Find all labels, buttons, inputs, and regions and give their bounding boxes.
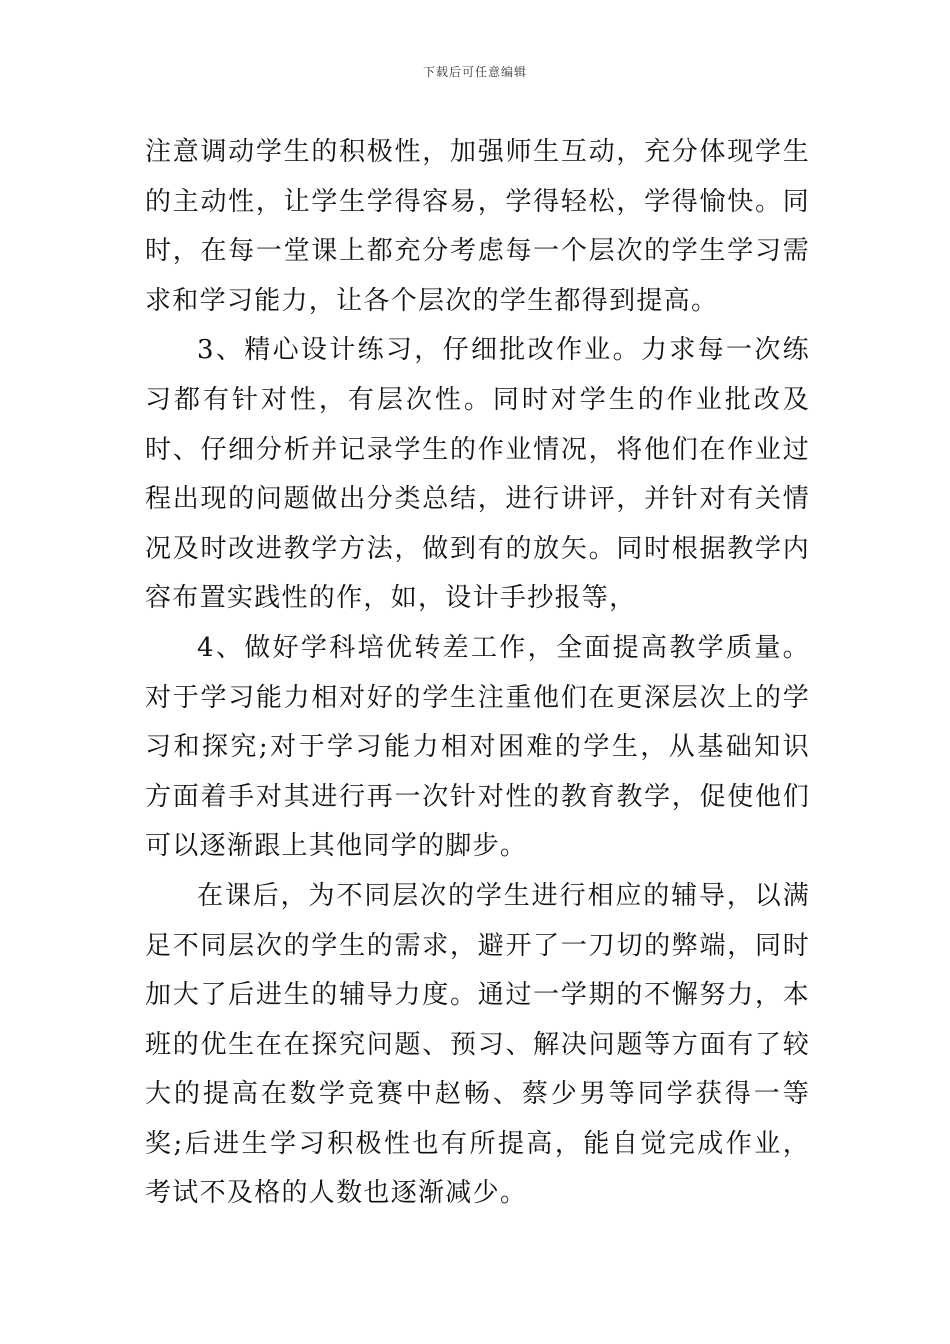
page-header: 下载后可任意编辑 <box>422 65 527 79</box>
paragraph-item-3: 3、精心设计练习，仔细批改作业。力求每一次练习都有针对性，有层次性。同时对学生的作业批改及时、仔细分析并记录学生的作业情况，将他们在作业过程出现的问题做出分类总结，进行讲评，并针对有关情况及时改进教学方法，做到有的放矢。同时根据教学内容布置实践性的作，如，设计手抄报等， <box>145 335 810 614</box>
paragraph-item-4: 4、做好学科培优转差工作，全面提高教学质量。对于学习能力相对好的学生注重他们在更深层次上的学习和探究;对于学习能力相对困难的学生，从基础知识方面着手对其进行再一次针对性的教育教学，促使他们可以逐渐跟上其他同学的脚步。 <box>145 632 810 862</box>
paragraph-after-class: 在课后，为不同层次的学生进行相应的辅导，以满足不同层次的学生的需求，避开了一刀切的弊端，同时加大了后进生的辅导力度。通过一学期的不懈努力，本班的优生在在探究问题、预习、解决问题等方面有了较大的提高在数学竞赛中赵畅、蔡少男等同学获得一等奖;后进生学习积极性也有所提高，能自觉完成作业，考试不及格的人数也逐渐减少。 <box>145 880 810 1209</box>
paragraph-continuation: 注意调动学生的积极性，加强师生互动，充分体现学生的主动性，让学生学得容易，学得轻松，学得愉快。同时，在每一堂课上都充分考虑每一个层次的学生学习需求和学习能力，让各个层次的学生都得到提高。 <box>145 137 810 316</box>
document-body <box>145 128 810 1219</box>
